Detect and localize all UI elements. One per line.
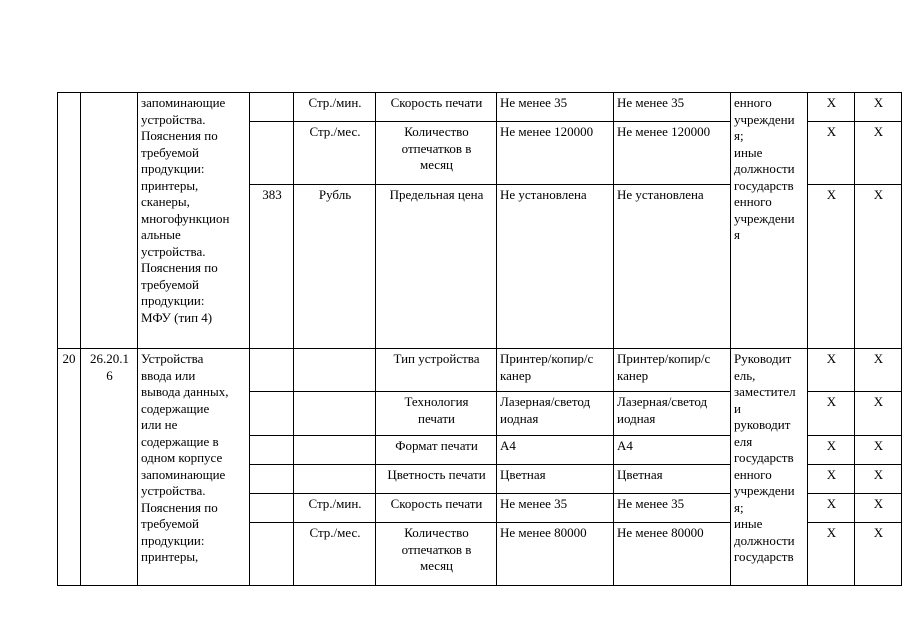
value-cell: Не установлена [614,185,731,349]
characteristic-cell: Количество отпечатков в месяц [376,523,497,586]
unit-cell: Стр./мин. [294,494,376,523]
characteristic-cell: Цветность печати [376,465,497,494]
x-mark-cell: X [808,436,855,465]
x-mark-cell: X [855,185,902,349]
value-cell: Принтер/копир/с канер [614,349,731,392]
value-approved-cell: Не менее 35 [497,93,614,122]
value-cell: Не менее 35 [614,93,731,122]
positions-cell: Руководит ель, заместител и руководит еля государств енного учреждени я; иные должности государств [731,349,808,586]
x-mark-cell: X [808,185,855,349]
x-mark-cell: X [855,465,902,494]
okei-code-cell [250,436,294,465]
okei-code-cell [250,523,294,586]
x-mark-cell: X [808,93,855,122]
okpd-code-cell: 26.20.1 6 [81,349,138,586]
characteristic-cell: Предельная цена [376,185,497,349]
unit-cell: Стр./мес. [294,122,376,185]
value-approved-cell: А4 [497,436,614,465]
unit-cell: Стр./мин. [294,93,376,122]
unit-cell: Стр./мес. [294,523,376,586]
okei-code-cell [250,392,294,436]
okei-code-cell [250,465,294,494]
x-mark-cell: X [855,122,902,185]
value-approved-cell: Принтер/копир/с канер [497,349,614,392]
okei-code-cell [250,93,294,122]
x-mark-cell: X [808,465,855,494]
table-row [58,349,902,392]
unit-cell: Рубль [294,185,376,349]
x-mark-cell: X [855,392,902,436]
okei-code-cell [250,122,294,185]
x-mark-cell: X [855,436,902,465]
x-mark-cell: X [855,349,902,392]
value-approved-cell: Не менее 80000 [497,523,614,586]
procurement-requirements-table [57,92,902,586]
okpd-code-cell [81,93,138,349]
okei-code-cell [250,494,294,523]
value-cell: Не менее 120000 [614,122,731,185]
unit-cell [294,349,376,392]
value-approved-cell: Не менее 120000 [497,122,614,185]
document-page [57,92,902,586]
x-mark-cell: X [855,494,902,523]
characteristic-cell: Тип устройства [376,349,497,392]
value-approved-cell: Не установлена [497,185,614,349]
value-cell: Лазерная/светод иодная [614,392,731,436]
unit-cell [294,392,376,436]
characteristic-cell: Технология печати [376,392,497,436]
value-approved-cell: Не менее 35 [497,494,614,523]
okei-code-cell [250,349,294,392]
unit-cell [294,436,376,465]
okei-code-cell: 383 [250,185,294,349]
x-mark-cell: X [855,523,902,586]
x-mark-cell: X [808,349,855,392]
x-mark-cell: X [808,122,855,185]
row-number-cell [58,93,81,349]
unit-cell [294,465,376,494]
characteristic-cell: Скорость печати [376,93,497,122]
product-name-cell: запоминающие устройства. Пояснения по требуемой продукции: принтеры, сканеры, многофункцион альные устройства. Пояснения по требуемой продукции: МФУ (тип 4) [138,93,250,349]
x-mark-cell: X [855,93,902,122]
characteristic-cell: Формат печати [376,436,497,465]
value-cell: Не менее 35 [614,494,731,523]
value-approved-cell: Цветная [497,465,614,494]
value-cell: А4 [614,436,731,465]
value-cell: Цветная [614,465,731,494]
x-mark-cell: X [808,523,855,586]
value-approved-cell: Лазерная/светод иодная [497,392,614,436]
positions-cell: енного учреждени я; иные должности государств енного учреждени я [731,93,808,349]
row-number-cell: 20 [58,349,81,586]
table-row [58,93,902,122]
product-name-cell: Устройства ввода или вывода данных, содержащие или не содержащие в одном корпусе запоминающие устройства. Пояснения по требуемой продукции: принтеры, [138,349,250,586]
characteristic-cell: Количество отпечатков в месяц [376,122,497,185]
value-cell: Не менее 80000 [614,523,731,586]
x-mark-cell: X [808,392,855,436]
x-mark-cell: X [808,494,855,523]
characteristic-cell: Скорость печати [376,494,497,523]
